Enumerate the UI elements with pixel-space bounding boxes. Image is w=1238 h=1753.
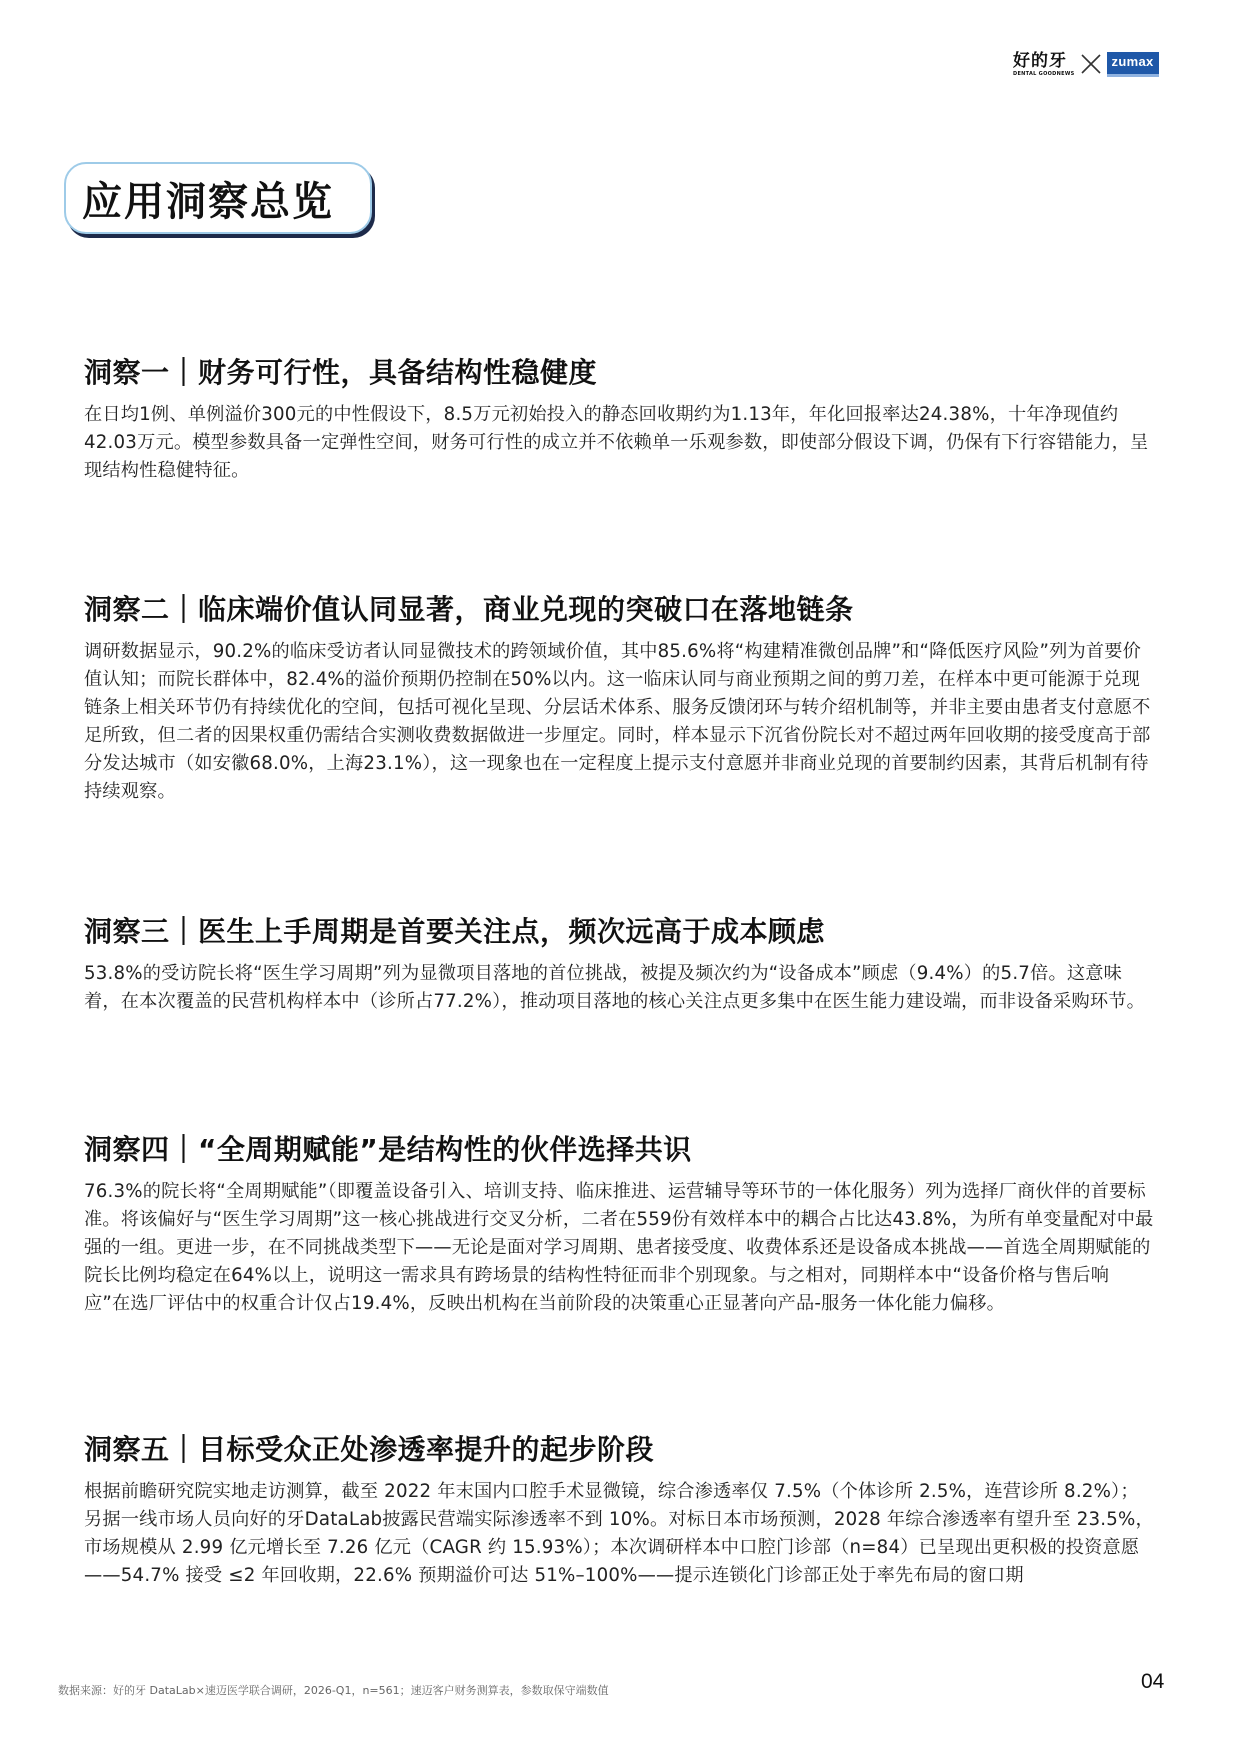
data-source-note: 数据来源：好的牙 DataLab×速迈医学联合调研，2026-Q1，n=561；速迈客户财务测算表，参数取保守端数值 xyxy=(58,1684,609,1697)
insight-body: 调研数据显示，90.2%的临床受访者认同显微技术的跨领域价值，其中85.6%将“构建精准微创品牌”和“降低医疗风险”列为首要价值认知；而院长群体中，82.4%的溢价预期仍控制在50%以内。这一临床认同与商业预期之间的剪刀差，在样本中更可能源于兑现链条上相关环节仍有持续优化的空间，包括可视化呈现、分层话术体系、服务反馈闭环与转介绍机制等，并非主要由患者支付意愿不足所致，但二者的因果权重仍需结合实测收费数据做进一步厘定。同时，样本显示下沉省份院长对不超过两年回收期的接受度高于部分发达城市（如安徽68.0%，上海23.1%），这一现象也在一定程度上提示支付意愿并非商业兑现的首要制约因素，其背后机制有待持续观察。 xyxy=(84,641,1151,802)
page-number: 04 xyxy=(1141,1670,1165,1693)
insight-section-5 xyxy=(84,1430,1154,1590)
insight-title: 洞察四｜“全周期赋能”是结构性的伙伴选择共识 xyxy=(84,1133,692,1166)
header-logos xyxy=(1013,44,1173,84)
insight-title: 洞察三｜医生上手周期是首要关注点，频次远高于成本顾虑 xyxy=(84,915,826,948)
insight-body: 根据前瞻研究院实地走访测算，截至 2022 年末国内口腔手术显微镜，综合渗透率仅 7.5%（个体诊所 2.5%，连营诊所 8.2%）；另据一线市场人员向好的牙DataLab披露民营端实际渗透率不到 10%。对标日本市场预测，2028 年综合渗透率有望升至 23.5%，市场规模从 2.99 亿元增长至 7.26 亿元（CAGR 约 15.93%）；本次调研样本中口腔门诊部（n=84）已呈现出更积极的投资意愿——54.7% 接受 ≤2 年回收期，22.6% 预期溢价可达 51%–100%——提示连锁化门诊部正处于率先布局的窗口期 xyxy=(84,1481,1154,1586)
insight-section-2 xyxy=(84,590,1154,806)
insight-section-1 xyxy=(84,353,1154,485)
insight-title: 洞察一｜财务可行性，具备结构性稳健度 xyxy=(84,356,598,389)
dental-goodnews-logo xyxy=(1013,51,1075,78)
collaboration-x-icon xyxy=(1079,52,1103,76)
zumax-logo: zumax xyxy=(1107,52,1159,77)
insight-body: 76.3%的院长将“全周期赋能”（即覆盖设备引入、培训支持、临床推进、运营辅导等环节的一体化服务）列为选择厂商伙伴的首要标准。将该偏好与“医生学习周期”这一核心挑战进行交叉分析，二者在559份有效样本中的耦合占比达43.8%，为所有单变量配对中最强的一组。更进一步，在不同挑战类型下——无论是面对学习周期、患者接受度、收费体系还是设备成本挑战——首选全周期赋能的院长比例均稳定在64%以上，说明这一需求具有跨场景的结构性特征而非个别现象。与之相对，同期样本中“设备价格与售后响应”在选厂评估中的权重合计仅占19.4%，反映出机构在当前阶段的决策重心正显著向产品-服务一体化能力偏移。 xyxy=(84,1181,1154,1314)
insight-body: 53.8%的受访院长将“医生学习周期”列为显微项目落地的首位挑战，被提及频次约为“设备成本”顾虑（9.4%）的5.7倍。这意味着，在本次覆盖的民营机构样本中（诊所占77.2%），推动项目落地的核心关注点更多集中在医生能力建设端，而非设备采购环节。 xyxy=(84,963,1145,1012)
logo-cn-subtext: DENTAL GOODNEWS xyxy=(1013,70,1075,77)
insight-section-3 xyxy=(84,912,1154,1016)
page-title-box xyxy=(64,162,372,234)
page-title: 应用洞察总览 xyxy=(82,178,334,225)
insight-body: 在日均1例、单例溢价300元的中性假设下，8.5万元初始投入的静态回收期约为1.13年，年化回报率达24.38%，十年净现值约42.03万元。模型参数具备一定弹性空间，财务可行性的成立并不依赖单一乐观参数，即使部分假设下调，仍保有下行容错能力，呈现结构性稳健特征。 xyxy=(84,404,1149,481)
insight-title: 洞察五｜目标受众正处渗透率提升的起步阶段 xyxy=(84,1433,655,1466)
insight-title: 洞察二｜临床端价值认同显著，商业兑现的突破口在落地链条 xyxy=(84,593,854,626)
logo-cn-text: 好的牙 xyxy=(1013,50,1067,71)
insight-section-4 xyxy=(84,1130,1154,1318)
